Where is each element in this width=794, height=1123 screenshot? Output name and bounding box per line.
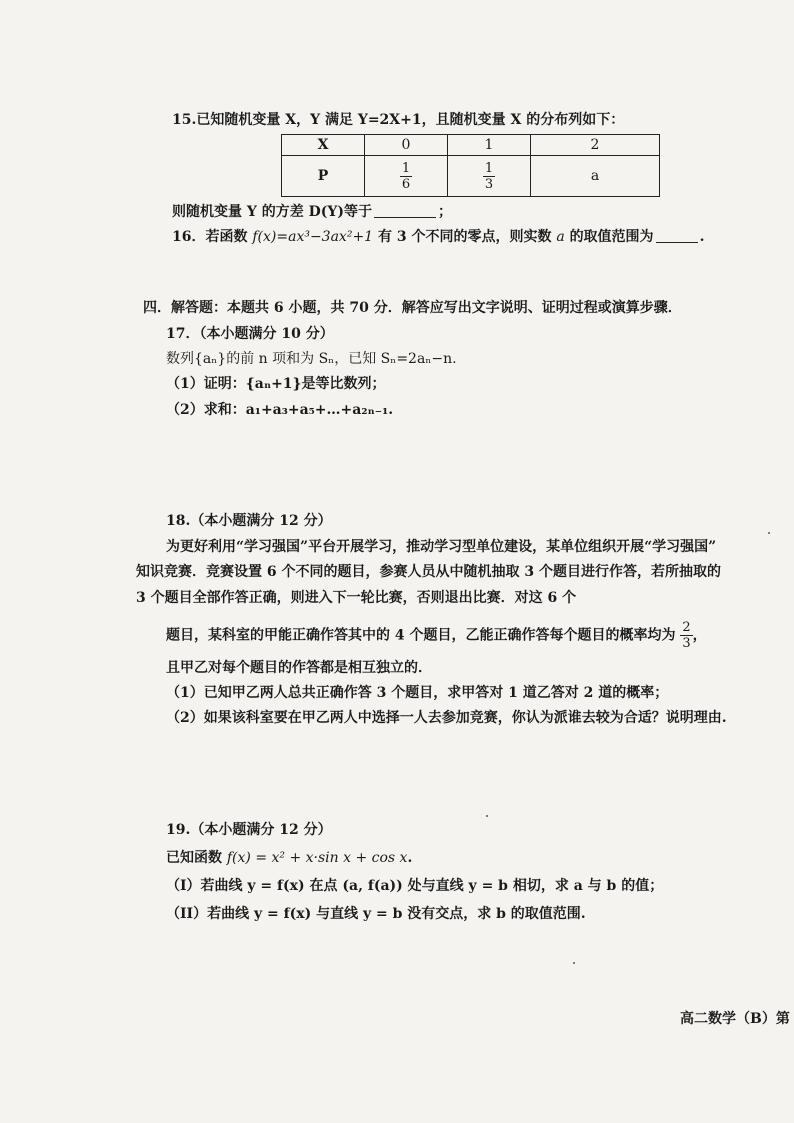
- q17-part1: （1）证明：{aₙ+1}是等比数列；: [166, 376, 386, 392]
- scan-speck: [486, 815, 488, 817]
- q18-line: 且甲乙对每个题目的作答都是相互独立的．: [166, 660, 432, 676]
- scan-speck: [573, 962, 575, 964]
- fraction-denominator: 3: [484, 176, 494, 192]
- q19-stem-prefix: 已知函数: [166, 850, 222, 866]
- q19-header: 19.（本小题满分 12 分）: [166, 822, 332, 838]
- table-cell: 0: [365, 135, 448, 156]
- fraction-numerator: 1: [484, 160, 494, 176]
- q19-stem: [166, 848, 412, 868]
- table-cell: a: [531, 156, 660, 197]
- q16-var: a: [556, 229, 565, 245]
- table-row: [282, 135, 660, 156]
- page-footer: 高二数学（B）第: [680, 1011, 790, 1027]
- q19-part2: （II）若曲线 y = f(x) 与直线 y = b 没有交点，求 b 的取值范围.: [166, 906, 586, 922]
- q15-question-text: 则随机变量 Y 的方差 D(Y)等于: [172, 204, 372, 220]
- fraction: [680, 620, 692, 651]
- q18-line: 知识竞赛．竞赛设置 6 个不同的题目，参赛人员从中随机抽取 3 个题目进行作答，若所抽取的: [136, 564, 721, 580]
- answer-blank: [374, 203, 436, 218]
- table-cell: 1: [448, 135, 531, 156]
- q17-stem: 数列{aₙ}的前 n 项和为 Sₙ，已知 Sₙ=2aₙ−n.: [166, 351, 457, 367]
- q15-intro: 15.已知随机变量 X，Y 满足 Y=2X+1，且随机变量 X 的分布列如下：: [172, 112, 625, 128]
- q15-end: ；: [438, 204, 452, 220]
- table-cell: 2: [531, 135, 660, 156]
- fraction-numerator: 1: [401, 160, 411, 176]
- answer-blank: [656, 228, 698, 243]
- q16-suffix: 的取值范围为: [569, 229, 654, 245]
- q18-part1: （1）已知甲乙两人总共正确作答 3 个题目，求甲答对 1 道乙答对 2 道的概率；: [166, 685, 669, 701]
- q16-function: f(x)=ax³−3ax²+1: [252, 229, 374, 245]
- scan-speck: [768, 532, 770, 534]
- q17-header: 17．（本小题满分 10 分）: [166, 326, 334, 342]
- q18-line4-end: ，: [692, 627, 707, 644]
- q18-line: 为更好利用“学习强国”平台开展学习，推动学习型单位建设，某单位组织开展“学习强国”: [166, 539, 717, 555]
- q18-line-with-fraction: [166, 620, 707, 651]
- q18-line4-text: 题目，某科室的甲能正确作答其中的 4 个题目，乙能正确作答每个题目的概率均为: [166, 627, 676, 644]
- fraction: [400, 161, 412, 192]
- q16-line: [172, 227, 704, 247]
- fraction: [483, 161, 495, 192]
- q19-part1: （I）若曲线 y = f(x) 在点 (a, f(a)) 处与直线 y = b 相切，求 a 与 b 的值；: [166, 878, 664, 894]
- fraction-numerator: 2: [682, 620, 691, 635]
- q18-header: 18.（本小题满分 12 分）: [166, 513, 332, 529]
- q16-mid: 有 3 个不同的零点，则实数: [377, 229, 552, 245]
- table-row: [282, 156, 660, 197]
- table-cell: P: [282, 156, 365, 197]
- q15-question: [172, 202, 452, 222]
- q16-prefix: 16．若函数: [172, 229, 248, 245]
- table-cell: X: [282, 135, 365, 156]
- q16-end: .: [699, 229, 705, 245]
- section-title: 四．解答题：本题共 6 小题，共 70 分．解答应写出文字说明、证明过程或演算步骤．: [143, 300, 682, 316]
- table-cell: [448, 156, 531, 197]
- q17-part2: （2）求和：a₁+a₃+a₅+…+a₂ₙ₋₁.: [166, 402, 394, 418]
- distribution-table: [281, 134, 660, 197]
- q19-stem-end: .: [407, 850, 413, 866]
- fraction-denominator: 6: [401, 176, 411, 192]
- q18-line: 3 个题目全部作答正确，则进入下一轮比赛，否则退出比赛．对这 6 个: [136, 590, 577, 606]
- q18-part2: （2）如果该科室要在甲乙两人中选择一人去参加竞赛，你认为派谁去较为合适？说明理由.: [166, 710, 727, 726]
- q19-function: f(x) = x² + x·sin x + cos x: [226, 850, 408, 866]
- fraction-denominator: 3: [682, 636, 691, 651]
- table-cell: [365, 156, 448, 197]
